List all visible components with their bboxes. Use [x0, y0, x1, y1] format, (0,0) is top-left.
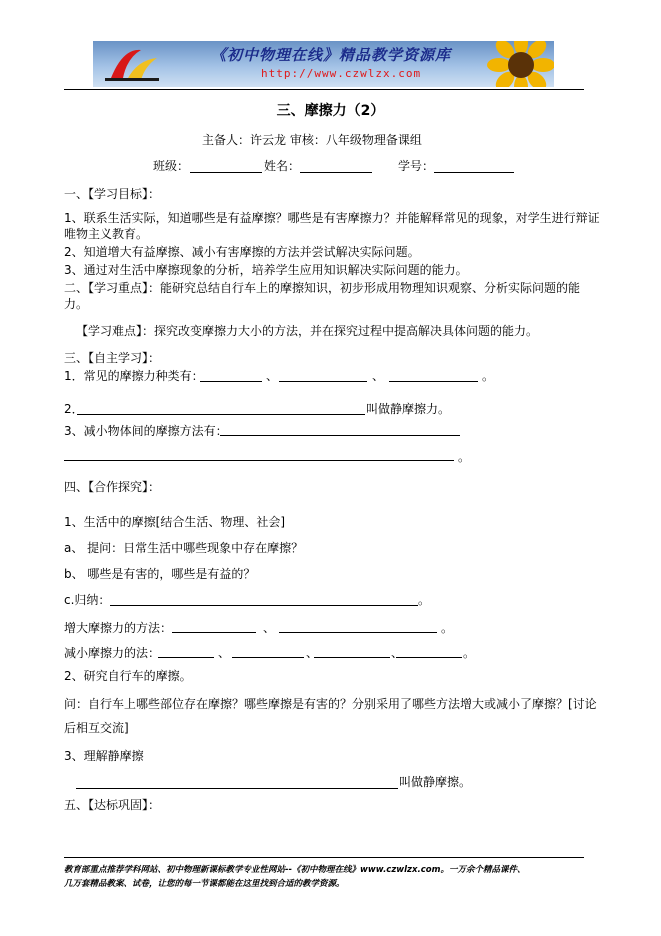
page-title: 三、摩擦力（2） — [276, 103, 385, 119]
section-goals-heading: 一、【学习目标】： — [64, 187, 161, 201]
q3-blank-2[interactable] — [64, 460, 454, 461]
part-b: b、 哪些是有害的，哪些是有益的？ — [64, 567, 256, 581]
footer-line-2: 几万套精品教案、试卷，让您的每一节课都能在这里找到合适的教学资源。 — [64, 879, 345, 889]
banner-url[interactable]: http://www.czwlzx.com — [261, 67, 422, 80]
difficulty-line: 【学习难点】：探究改变摩擦力大小的方法，并在探究过程中提高解决具体问题的能力。 — [76, 324, 539, 338]
section-selfstudy-heading: 三、【自主学习】： — [64, 351, 161, 365]
q3-end: 。 — [458, 450, 471, 464]
goal-3: 3、通过对生活中摩擦现象的分析，培养学生应用知识解决实际问题的能力。 — [64, 263, 468, 277]
decrease-end: 。 — [463, 646, 476, 660]
decrease-separator-2: 、 — [306, 646, 319, 660]
header-banner — [93, 41, 554, 87]
decrease-separator-3: 、 — [391, 646, 404, 660]
id-field[interactable] — [434, 172, 514, 173]
part-2-question-a: 问：自行车上哪些部位存在摩擦？哪些摩擦是有害的？分别采用了哪些方法增大或减小了摩擦？[讨论 — [64, 697, 597, 711]
q3-label: 3、减小物体间的摩擦方法有： — [64, 424, 228, 438]
decrease-blank-1[interactable] — [158, 657, 214, 658]
part-2: 2、研究自行车的摩擦。 — [64, 669, 192, 683]
summary-label: c.归纳： — [64, 593, 111, 607]
increase-separator: 、 — [263, 621, 276, 635]
decrease-label: 减小摩擦力的法： — [64, 646, 161, 660]
increase-end: 。 — [441, 621, 454, 635]
summary-blank[interactable] — [110, 605, 418, 606]
section-consolidation-heading: 五、【达标巩固】： — [64, 798, 161, 812]
decrease-separator-1: 、 — [218, 646, 231, 660]
goal-1-line-b: 唯物主义教育。 — [64, 227, 149, 241]
summary-end: 。 — [418, 593, 431, 607]
q1-blank-1[interactable] — [200, 381, 262, 382]
section-keypoints-line-a: 二、【学习重点】：能研究总结自行车上的摩擦知识，初步形成用物理知识观察、分析实际问题的能 — [64, 281, 581, 295]
part-a: a、 提问：日常生活中哪些现象中存在摩擦？ — [64, 541, 304, 555]
section-keypoints-line-b: 力。 — [64, 297, 89, 311]
q1-blank-2[interactable] — [279, 381, 367, 382]
q1-blank-3[interactable] — [389, 381, 478, 382]
id-label: 学号： — [398, 159, 435, 173]
q1-end: 。 — [482, 369, 495, 383]
q2-end: 叫做静摩擦力。 — [366, 402, 451, 416]
goal-1-line-a: 1、联系生活实际，知道哪些是有益摩擦？哪些是有害摩擦力？并能解释常见的现象，对学生进行辩证 — [64, 211, 600, 225]
footer-rule — [64, 857, 584, 858]
increase-blank-2[interactable] — [279, 632, 437, 633]
banner-title: 《初中物理在线》精品教学资源库 — [211, 46, 452, 64]
sunflower-icon — [481, 41, 554, 87]
q1-label: 1．常见的摩擦力种类有： — [64, 369, 204, 383]
name-label: 姓名： — [264, 159, 301, 173]
q1-separator-1: 、 — [266, 369, 279, 383]
section-cooperation-heading: 四、【合作探究】： — [64, 480, 161, 494]
preparer-line: 主备人：许云龙 审核：八年级物理备课组 — [202, 133, 422, 147]
header-rule — [64, 89, 584, 90]
part-1: 1、生活中的摩擦[结合生活、物理、社会] — [64, 515, 285, 529]
increase-label: 增大摩擦力的方法： — [64, 621, 173, 635]
q1-separator-2: 、 — [372, 369, 385, 383]
class-label: 班级： — [153, 159, 190, 173]
part-2-question-b: 后相互交流] — [64, 721, 129, 735]
decrease-blank-2[interactable] — [232, 657, 304, 658]
decrease-blank-4[interactable] — [396, 657, 462, 658]
q3-blank-1[interactable] — [220, 435, 460, 436]
part-3-blank[interactable] — [76, 788, 398, 789]
increase-blank-1[interactable] — [172, 632, 256, 633]
footer-line-1: 教育部重点推荐学科网站、初中物理新课标教学专业性网站--《初中物理在线》www.czwlzx.com。一万余个精品课件、 — [64, 865, 526, 875]
q2-blank[interactable] — [77, 414, 365, 415]
goal-2: 2、知道增大有益摩擦、减小有害摩擦的方法并尝试解决实际问题。 — [64, 245, 420, 259]
name-field[interactable] — [300, 172, 372, 173]
logo-icon — [101, 44, 163, 84]
q2-label: 2． — [64, 402, 84, 416]
part-3-end: 叫做静摩擦。 — [399, 775, 472, 789]
class-field[interactable] — [190, 172, 262, 173]
decrease-blank-3[interactable] — [314, 657, 390, 658]
part-3: 3、理解静摩擦 — [64, 749, 144, 763]
